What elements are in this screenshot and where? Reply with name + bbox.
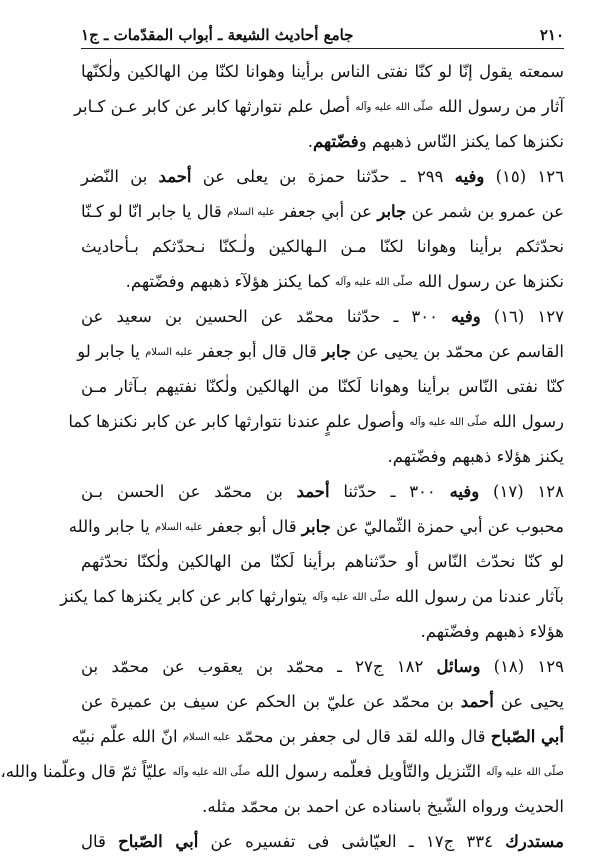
blessing-ligature: عليه السلام (227, 207, 275, 218)
text-run: عن عمرو بن شمر عن (406, 202, 564, 221)
text-line (81, 824, 564, 859)
text-run: نكنزها عن رسول الله (412, 272, 564, 291)
bold-term: مستدرك (505, 832, 564, 851)
blessing-ligature: عليه السلام (154, 522, 203, 533)
bold-term: وفيه (449, 482, 480, 501)
bold-term: وسائل (436, 657, 481, 676)
bold-term: جابر (377, 202, 407, 221)
text-run: بن محمّد عن عليّ بن الحكم عن سيف بن عميرة عن (81, 692, 461, 711)
text-run: ٣٠٠ ـ حدّثنا (329, 482, 450, 501)
blessing-ligature: عليه السلام (145, 347, 193, 358)
text-run: بن محمّد عن الحسن بـن (81, 482, 297, 501)
bold-term: جابر (301, 517, 331, 536)
text-line (81, 124, 564, 159)
text-line (73, 89, 564, 124)
text-run: الحديث ورواه الشّيخ باسناده عن احمد بن محمّد مثله. (202, 797, 564, 816)
text-run: سمعته يقول إنّا لو كنّا نفتى الناس برأينا وهوانا لكنّا مِن الهالكين ولٰكنّها (81, 62, 564, 81)
blessing-ligature: صلّى الله عليه وآله (172, 767, 251, 778)
blessing-ligature: صلّى الله عليه وآله (486, 767, 564, 778)
blessing-ligature: صلّى الله عليه وآله (409, 417, 488, 428)
text-run: يا جابر لو (77, 342, 146, 361)
text-run: ١٨٢ ج٢٧ ـ محمّد بن يعقوب عن محمّد بن (81, 657, 437, 676)
text-body (0, 54, 565, 859)
text-run: يتوارثها كابر عن كابر يكنزها كما يكنز (60, 587, 312, 606)
text-run: ١٢٨ (١٧) (479, 482, 565, 501)
text-run: هؤلاء ذهبهم وفضّتهم. (420, 622, 564, 641)
text-run: ٢٩٩ ـ حدّثنا حمزة بن يعلى عن (191, 167, 455, 186)
text-run: يحيى عن (493, 692, 564, 711)
text-run: لو كنّا نحدّث النّاس أو حدّثناهم برأينا لَكنّا من الهالكين ولٰكنّا نحدّثهم (81, 552, 564, 571)
blessing-ligature: عليه السلام (182, 732, 231, 743)
page-header (81, 18, 564, 44)
text-run: قال (81, 832, 119, 851)
bold-term: جابر (322, 342, 352, 361)
text-run: ١٢٩ (١٨) (480, 657, 565, 676)
text-run: يكنز هؤلاء ذهبهم وفضّتهم. (387, 447, 564, 466)
text-line (77, 334, 564, 369)
bold-term: وفيه (454, 167, 485, 186)
bold-term: أحمد (460, 692, 494, 711)
text-line (71, 719, 564, 754)
text-run: القاسم عن محمّد بن يحيى عن (351, 342, 564, 361)
bold-term: أحمد (158, 167, 192, 186)
text-run: نكنزها كما يكنز النّاس ذهبهم و (358, 132, 564, 151)
bold-term: وفيه (451, 307, 481, 326)
running-title: جامع أحاديث الشيعة ـ أبواب المقدّمات ـ ج١ (81, 26, 354, 44)
text-line (81, 264, 564, 299)
text-line (81, 544, 564, 579)
text-run: كنّا نفتى النّاس برأينا وهوانا لَكنّا من الهالكين ولٰكنّا نفتيهم بـآثار مـن (81, 377, 564, 396)
text-run: بن النّضر (81, 167, 159, 186)
text-run: . (307, 132, 313, 151)
text-line (81, 194, 564, 229)
blessing-ligature: صلّى الله عليه وآله (355, 102, 434, 113)
text-run: قال أبو جعفر (202, 517, 302, 536)
page-number: ٢١٠ (539, 26, 564, 44)
text-line (81, 299, 564, 334)
bold-term: فضّتهم (312, 132, 359, 151)
text-run: التّنزيل والتّأويل فعلّمه رسول الله (250, 762, 487, 781)
text-run: بآثار عندنا من رسول الله (389, 587, 564, 606)
text-run: انّ الله علّم نبيّه (71, 727, 183, 746)
text-run: رسول الله (487, 412, 564, 431)
bold-term: أبي الصّباح (490, 727, 564, 746)
text-run: آثار من رسول الله (433, 97, 564, 116)
text-run: كما يكنز هؤلآء ذهبهم وفضّتهم. (125, 272, 336, 291)
text-line (81, 229, 564, 264)
text-line (68, 509, 564, 544)
blessing-ligature: صلّى الله عليه وآله (311, 592, 390, 603)
text-run: محبوب عن أبي حمزة الثّماليّ عن (330, 517, 564, 536)
text-line (81, 684, 564, 719)
bold-term: أبي الصّباح (118, 832, 199, 851)
text-run: يا جابر والله (68, 517, 155, 536)
bold-term: أحمد (296, 482, 330, 501)
text-line (0, 754, 564, 789)
text-run: قال يا جابر انّا لو كـنّا (81, 202, 228, 221)
text-line (81, 614, 564, 649)
text-line (68, 404, 564, 439)
blessing-ligature: صلّى الله عليه وآله (335, 277, 413, 288)
text-run: عن أبي جعفر (274, 202, 378, 221)
text-run: قال والله لقد قال لى جعفر بن محمّد (230, 727, 491, 746)
text-line (81, 439, 564, 474)
text-line (81, 54, 564, 89)
text-line (60, 579, 564, 614)
text-run: نحدّثكم برأينا وهوانا لكنّا مـن الـهالكين ولٰـكنّا نـحدّثكم بـأحاديث (81, 237, 564, 256)
text-run: وأصول علمٍ عندنا نتوارثها كابر عن كابر نكنزها كما (68, 412, 410, 431)
header-rule (81, 48, 564, 49)
text-line (81, 369, 564, 404)
text-line (81, 159, 564, 194)
text-run: ١٢٧ (١٦) (480, 307, 565, 326)
text-run: ١٢٦ (١٥) (484, 167, 564, 186)
text-run: عليّاً ثمّ قال وعلّمنا والله، (0, 762, 173, 781)
text-line (81, 474, 564, 509)
text-run: ٣٠٠ ـ حدّثنا محمّد عن الحسين بن سعيد عن (81, 307, 451, 326)
text-run: ٣٣٤ ج١٧ ـ العيّاشى فى تفسيره عن (198, 832, 506, 851)
text-line (81, 649, 564, 684)
text-run: قال قال أبو جعفر (192, 342, 323, 361)
text-line (81, 789, 564, 824)
text-run: أصل علم نتوارثها كابر عن كابر عـن كـابر (73, 97, 356, 116)
